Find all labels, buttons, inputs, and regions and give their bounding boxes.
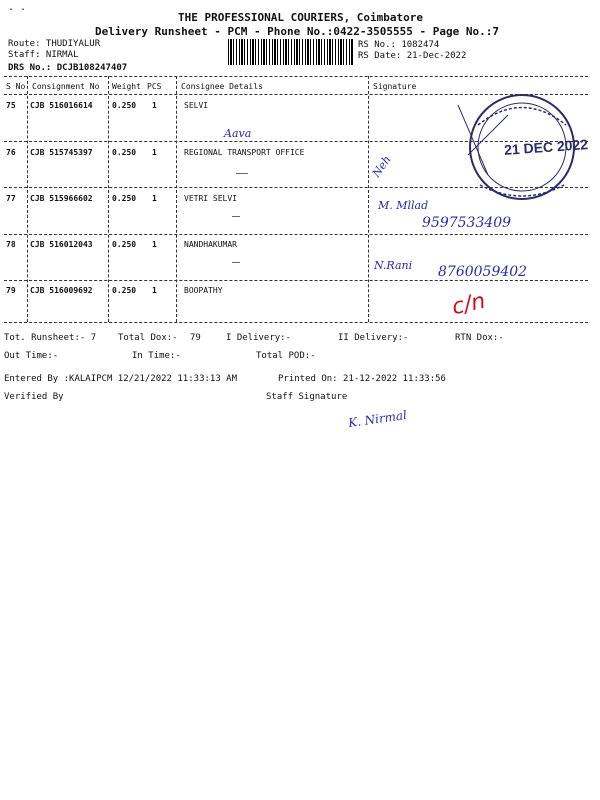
col-separator — [108, 76, 109, 322]
staff-signature-label: Staff Signature — [266, 392, 348, 402]
in-time-label: In Time:- — [132, 351, 181, 361]
barcode — [228, 39, 353, 65]
ii-delivery-label: II Delivery:- — [338, 333, 409, 343]
row-pcs: 1 — [152, 194, 157, 203]
company-title: THE PROFESSIONAL COURIERS, Coimbatore — [178, 11, 424, 24]
row-sno: 77 — [6, 194, 16, 203]
row-weight: 0.250 — [112, 101, 137, 110]
row-sno: 78 — [6, 240, 16, 249]
row-sno: 76 — [6, 148, 16, 157]
drs-label: DRS No.: DCJB108247407 — [8, 63, 128, 73]
handwritten-signature: N.Rani — [374, 259, 413, 272]
out-time-label: Out Time:- — [4, 351, 59, 361]
handwritten-note: Aava — [224, 127, 252, 140]
row-consignee: VETRI SELVI — [184, 194, 237, 203]
handwritten-phone: 8760059402 — [438, 264, 528, 280]
corner-marks: . . — [8, 2, 27, 13]
dash-mark — [232, 216, 240, 217]
row-weight: 0.250 — [112, 240, 137, 249]
row-pcs: 1 — [152, 286, 157, 295]
staff-label: Staff: NIRMAL — [8, 50, 79, 60]
row-consignee: SELVI — [184, 101, 209, 110]
table-top-rule — [4, 76, 588, 77]
printed-on: Printed On: 21-12-2022 11:33:56 — [278, 374, 446, 384]
col-header-consignee: Consignee Details — [181, 82, 263, 91]
row-rule — [4, 280, 588, 281]
entered-by: Entered By :KALAIPCM 12/21/2022 11:33:13 AM — [4, 374, 237, 384]
handwritten-signature: M. Mllad — [378, 199, 429, 212]
row-consignee: NANDHAKUMAR — [184, 240, 237, 249]
row-consignee: BOOPATHY — [184, 286, 223, 295]
total-dox-label: Total Dox:- — [118, 333, 178, 343]
col-header-signature: Signature — [373, 82, 417, 91]
row-consignee: REGIONAL TRANSPORT OFFICE — [184, 148, 305, 157]
col-header-consignment: Consignment No — [32, 82, 100, 91]
table-bottom-rule — [4, 322, 588, 323]
handwritten-phone: 9597533409 — [422, 215, 512, 231]
dash-mark — [236, 173, 248, 174]
row-weight: 0.250 — [112, 148, 137, 157]
row-sno: 79 — [6, 286, 16, 295]
staff-handwritten-signature: K. Nirmal — [347, 407, 408, 431]
col-header-pcs: PCS — [147, 82, 162, 91]
route-label: Route: THUDIYALUR — [8, 39, 101, 49]
col-separator — [368, 76, 369, 322]
row-rule — [4, 234, 588, 235]
handwritten-note: c/n — [449, 288, 488, 321]
verified-by: Verified By — [4, 392, 64, 402]
col-header-weight: Weight — [112, 82, 141, 91]
col-header-sno: S No — [6, 82, 26, 91]
row-consignment: CJB 516012043 — [30, 240, 93, 249]
courier-stamp — [448, 85, 588, 205]
runsheet-subtitle: Delivery Runsheet - PCM - Phone No.:0422-3505555 - Page No.:7 — [95, 25, 499, 38]
row-consignment: CJB 515966602 — [30, 194, 93, 203]
tot-runsheet: Tot. Runsheet:- 7 — [4, 333, 97, 343]
row-pcs: 1 — [152, 148, 157, 157]
total-pod-label: Total POD:- — [256, 351, 316, 361]
rs-no-label: RS No.: 1082474 — [358, 40, 440, 50]
row-weight: 0.250 — [112, 194, 137, 203]
stamp-date: 21 DEC 2022 — [503, 136, 589, 158]
row-sno: 75 — [6, 101, 16, 110]
rs-date-label: RS Date: 21-Dec-2022 — [358, 51, 467, 61]
row-pcs: 1 — [152, 240, 157, 249]
row-pcs: 1 — [152, 101, 157, 110]
total-dox-value: 79 — [190, 333, 201, 343]
col-separator — [176, 76, 177, 322]
col-separator — [27, 76, 28, 322]
i-delivery-label: I Delivery:- — [226, 333, 292, 343]
dash-mark — [232, 262, 240, 263]
row-consignment: CJB 516016614 — [30, 101, 93, 110]
row-consignment: CJB 516009692 — [30, 286, 93, 295]
row-consignment: CJB 515745397 — [30, 148, 93, 157]
rtn-dox-label: RTN Dox:- — [455, 333, 504, 343]
row-weight: 0.250 — [112, 286, 137, 295]
handwritten-signature: Neh — [369, 153, 394, 180]
